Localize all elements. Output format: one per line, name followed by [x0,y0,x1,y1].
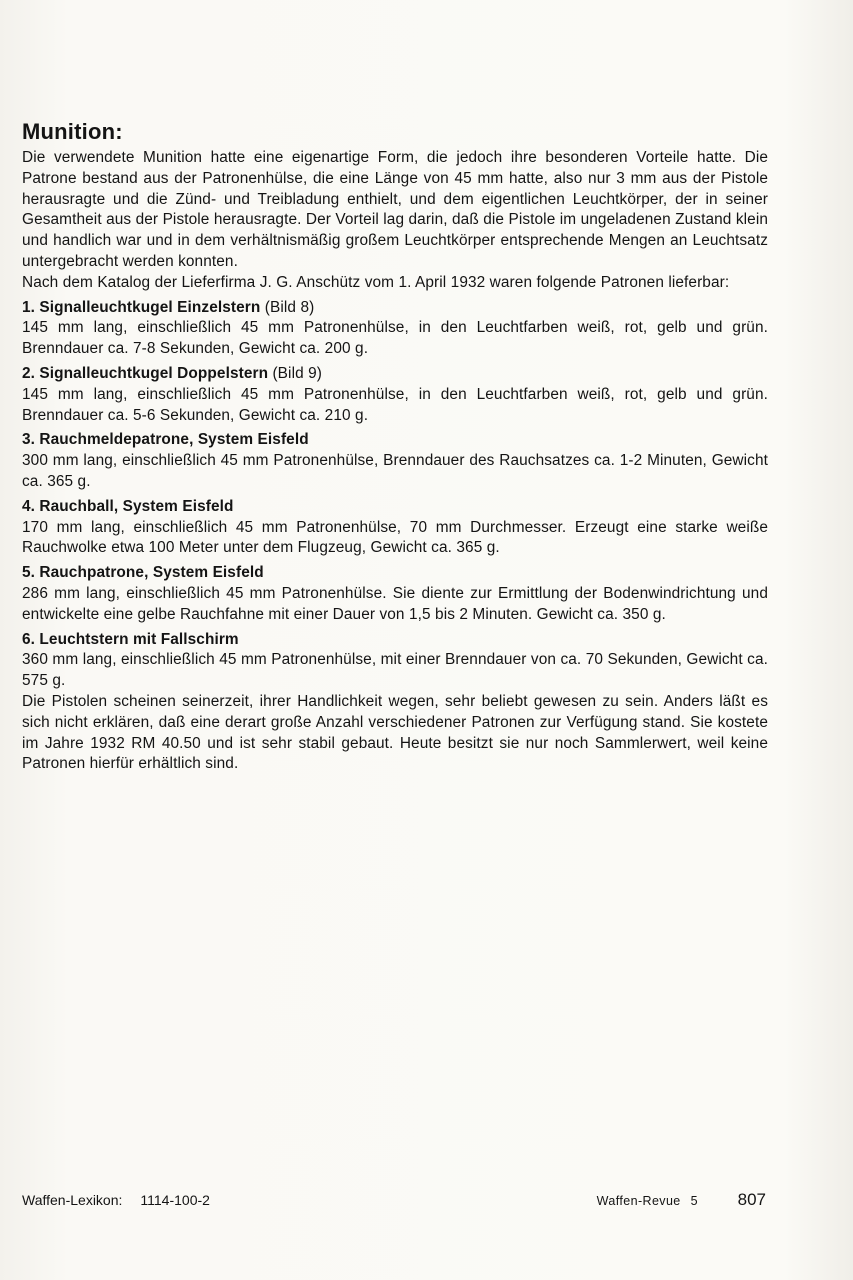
footer-lexikon [22,1192,210,1208]
list-item [22,430,768,492]
item-title: 5. Rauchpatrone, System Eisfeld [22,564,264,582]
item-heading [22,563,768,584]
item-title: 2. Signalleuchtkugel Doppelstern [22,364,269,382]
item-title: 4. Rauchball, System Eisfeld [22,497,234,515]
list-item [22,497,768,559]
closing-paragraph: Die Pistolen scheinen seinerzeit, ihrer Handlichkeit wegen, sehr beliebt gewesen zu sein. Anders läßt es sich nicht erklären, daß eine derart große Anzahl verschiedener Patronen zur Verfügung stand. Sie kostete im Jahre 1932 RM 40.50 und ist sehr stabil gebaut. Heute besitzt sie nur noch Sammlerwert, weil keine Patronen hierfür erhältlich sind. [22,692,768,773]
list-item [22,364,768,426]
item-heading [22,630,768,651]
lexikon-label: Waffen-Lexikon: [22,1192,123,1208]
item-body: 286 mm lang, einschließlich 45 mm Patronenhülse. Sie diente zur Ermittlung der Bodenwindrichtung und entwickelte eine gelbe Rauchfahne mit einer Dauer von 1,5 bis 2 Minuten. Gewicht ca. 350 g. [22,584,768,623]
item-body: 300 mm lang, einschließlich 45 mm Patronenhülse, Brenndauer des Rauchsatzes ca. 1-2 Minuten, Gewicht ca. 365 g. [22,452,768,490]
item-body: 360 mm lang, einschließlich 45 mm Patronenhülse, mit einer Brenndauer von ca. 70 Sekunden, Gewicht ca. 575 g. [22,651,768,690]
page-number: 807 [737,1190,766,1209]
item-body: 170 mm lang, einschließlich 45 mm Patronenhülse, 70 mm Durchmesser. Erzeugt eine starke weiße Rauchwolke etwa 100 Meter unter dem Flugzeug, Gewicht ca. 365 g. [22,518,768,557]
page-footer [22,1190,766,1214]
item-heading [22,430,768,451]
item-heading [22,497,768,518]
intro-paragraph: Die verwendete Munition hatte eine eigenartige Form, die jedoch ihre besonderen Vorteile hatte. Die Patrone bestand aus der Patronenhülse, die eine Länge von 45 mm hatte, also nur 3 mm aus der Pistole herausragte und die Zünd- und Treibladung enthielt, und dem eigentlichen Leuchtkörper, der in seiner Gesamtheit aus der Pistole herausragte. Der Vorteil lag darin, daß die Pistole im ungeladenen Zustand klein und handlich war und in dem verhältnismäßig großem Leuchtkörper entsprechende Mengen an Leuchtsatz untergebracht werden konnten. [22,149,768,270]
item-note: (Bild 9) [268,364,323,382]
item-body: 145 mm lang, einschließlich 45 mm Patronenhülse, in den Leuchtfarben weiß, rot, gelb und grün. Brenndauer ca. 7-8 Sekunden, Gewicht ca. 200 g. [22,319,768,358]
list-item [22,563,768,625]
catalog-paragraph: Nach dem Katalog der Lieferfirma J. G. Anschütz vom 1. April 1932 waren folgende Patronen lieferbar: [22,273,730,291]
item-note: (Bild 8) [260,298,315,316]
item-body: 145 mm lang, einschließlich 45 mm Patronenhülse, in den Leuchtfarben weiß, rot, gelb und grün. Brenndauer ca. 5-6 Sekunden, Gewicht ca. 210 g. [22,385,768,424]
item-heading [22,298,768,319]
section-heading: Munition: [22,119,123,144]
lexikon-code: 1114-100-2 [140,1192,210,1208]
list-item [22,298,768,360]
item-heading [22,364,768,385]
item-title: 1. Signalleuchtkugel Einzelstern [22,298,261,316]
item-title: 6. Leuchtstern mit Fallschirm [22,630,239,648]
issue-number: 5 [690,1194,698,1208]
footer-publication [597,1190,766,1210]
list-item [22,630,768,692]
item-title: 3. Rauchmeldepatrone, System Eisfeld [22,431,309,449]
magazine-name: Waffen-Revue [596,1194,681,1208]
article-body [22,118,768,775]
